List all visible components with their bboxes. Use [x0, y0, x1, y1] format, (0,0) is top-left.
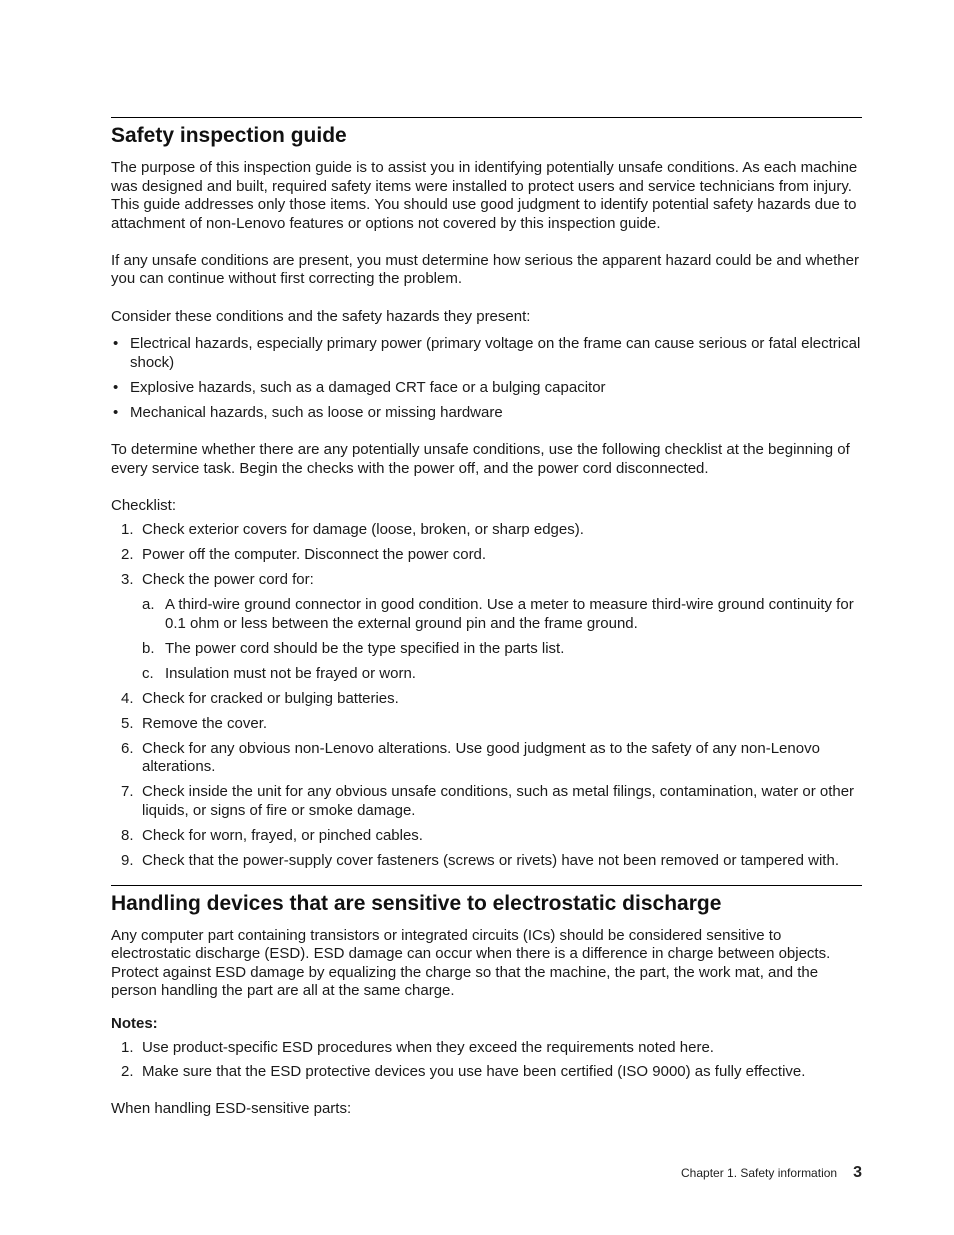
power-cord-sublist — [142, 596, 862, 683]
list-item: 5. Remove the cover. — [121, 714, 268, 732]
list-item: c. Insulation must not be frayed or worn. — [142, 664, 416, 682]
page-content — [111, 117, 862, 1118]
notes-list — [111, 1039, 862, 1081]
list-item: 1. Check exterior covers for damage (loose, broken, or sharp edges). — [121, 521, 584, 539]
section-title-safety-inspection: Safety inspection guide — [111, 124, 347, 147]
unsafe-conditions-paragraph: If any unsafe conditions are present, you must determine how serious the apparent hazard could be and whether you can continue without first correcting the problem. — [111, 251, 859, 288]
intro-paragraph: The purpose of this inspection guide is to assist you in identifying potentially unsafe conditions. As each machine was designed and built, required safety items were installed to protect users and service technicians from injury. This guide addresses only those items. You should use good judgment to identify potential safety hazards due to attachment of non-Lenovo features or options not covered by this inspection guide. — [111, 159, 858, 232]
checklist — [111, 521, 862, 870]
list-item: • Explosive hazards, such as a damaged CRT face or a bulging capacitor — [111, 379, 862, 398]
notes-label: Notes: — [111, 1014, 158, 1032]
list-item: 3. Check the power cord for: a. A third-wire ground connector in good condition. Use a meter to measure third-wire ground continuity for 0.1 ohm or less between the external ground pin and the frame ground. b. The power cord should be the type specified in the parts list. c. Insulation must not be frayed or worn. — [111, 571, 862, 683]
esd-paragraph: Any computer part containing transistors or integrated circuits (ICs) should be considered sensitive to electrostatic discharge (ESD). ESD damage can occur when there is a difference in charge between objects. Protect against ESD damage by equalizing the charge so that the machine, the part, the work mat, and the person handling the part are all at the same charge. — [111, 926, 831, 1000]
list-item: 4. Check for cracked or bulging batteries. — [121, 689, 399, 707]
section-title-esd: Handling devices that are sensitive to electrostatic discharge — [111, 891, 722, 915]
list-item: 9. Check that the power-supply cover fasteners (screws or rivets) have not been removed or tampered with. — [121, 851, 839, 869]
section-divider — [111, 885, 862, 886]
checklist-label: Checklist: — [111, 496, 177, 514]
hazard-list — [111, 335, 862, 422]
determine-paragraph: To determine whether there are any potentially unsafe conditions, use the following checklist at the beginning of every service task. Begin the checks with the power off, and the power cord disconnected. — [111, 441, 850, 477]
list-item: 8. Check for worn, frayed, or pinched cables. — [121, 826, 423, 844]
list-item: • Mechanical hazards, such as loose or missing hardware — [111, 404, 862, 423]
list-item: 2. Make sure that the ESD protective devices you use have been certified (ISO 9000) as fully effective. — [121, 1062, 806, 1080]
page-footer — [681, 1164, 862, 1182]
list-item: • Electrical hazards, especially primary power (primary voltage on the frame can cause serious or fatal electrical shock) — [111, 335, 862, 372]
list-item: b. The power cord should be the type specified in the parts list. — [142, 639, 565, 657]
consider-paragraph: Consider these conditions and the safety hazards they present: — [111, 307, 531, 325]
list-item: a. A third-wire ground connector in good condition. Use a meter to measure third-wire ground continuity for 0.1 ohm or less between the external ground pin and the frame ground. — [142, 596, 854, 632]
list-item: 7. Check inside the unit for any obvious unsafe conditions, such as metal filings, contamination, water or other liquids, or signs of fire or smoke damage. — [121, 783, 855, 819]
chapter-label: Chapter 1. Safety information — [681, 1166, 838, 1180]
list-item: 1. Use product-specific ESD procedures when they exceed the requirements noted here. — [121, 1039, 714, 1057]
section-divider — [111, 117, 862, 118]
page-number: 3 — [853, 1164, 862, 1181]
esd-handling-paragraph: When handling ESD-sensitive parts: — [111, 1099, 352, 1117]
list-item: 2. Power off the computer. Disconnect the power cord. — [121, 546, 487, 564]
list-item: 6. Check for any obvious non-Lenovo alterations. Use good judgment as to the safety of any non-Lenovo alterations. — [121, 739, 820, 776]
